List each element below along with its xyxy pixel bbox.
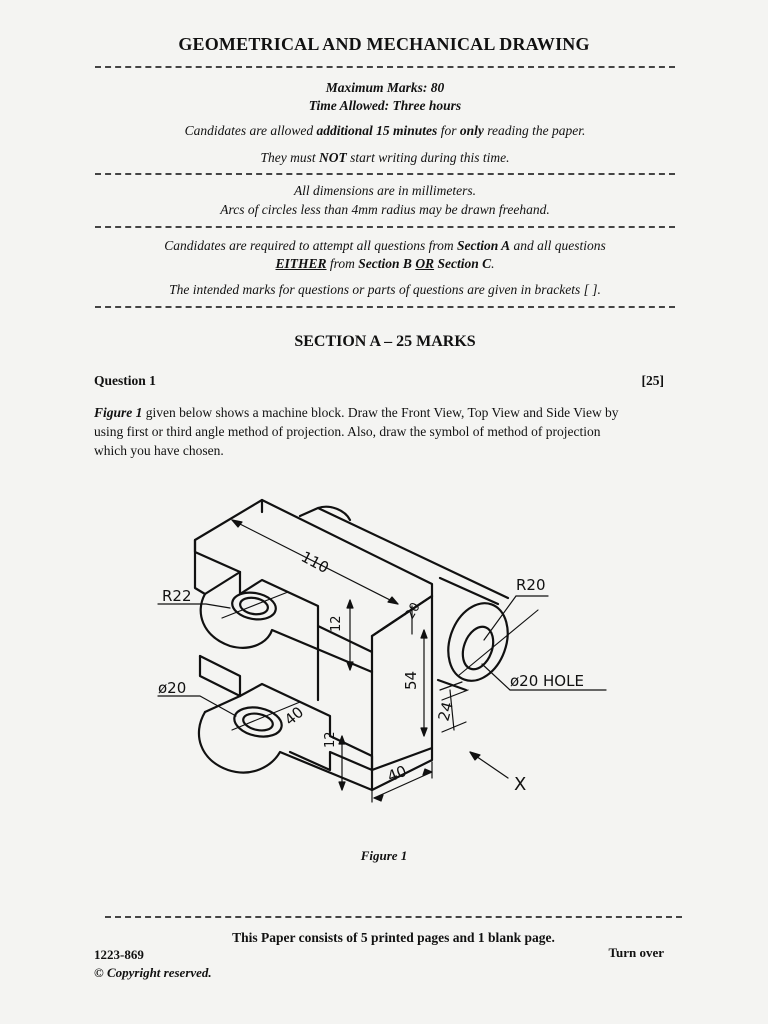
max-marks: Maximum Marks: 80: [325, 80, 445, 95]
question-title: Question 1: [94, 373, 156, 388]
divider: [95, 173, 675, 175]
label-r20: R20: [516, 576, 546, 594]
label-r22: R22: [162, 587, 192, 605]
attempt-text: Candidates are required to attempt all questions from: [164, 238, 457, 253]
paper-code: 1223-869: [94, 947, 144, 962]
attempt-emph: EITHER: [275, 256, 327, 271]
paper-title: GEOMETRICAL AND MECHANICAL DRAWING: [178, 34, 590, 54]
copyright: © Copyright reserved.: [94, 965, 212, 980]
dim-40-hole: 40: [281, 703, 308, 730]
writing-emph: NOT: [318, 150, 347, 165]
label-phi20-hole: ø20 HOLE: [510, 672, 584, 690]
divider: [95, 66, 675, 68]
label-phi20: ø20: [158, 679, 187, 697]
reading-emph: additional 15 minutes: [316, 123, 438, 138]
reading-text: reading the paper.: [483, 123, 586, 138]
view-direction-x: X: [514, 774, 527, 795]
attempt-text: and all questions: [510, 238, 606, 253]
attempt-note-line1: [95, 238, 675, 254]
attempt-emph: OR: [415, 256, 435, 271]
question-body: given below shows a machine block. Draw the Front View, Top View and Side View by using first or third angle method of projection. Also, draw the symbol of method of projection which you have chosen.: [94, 405, 619, 458]
top-lug-hole-inner: [239, 596, 269, 617]
question-text: [94, 403, 634, 460]
dim-12-top: 12: [329, 615, 344, 632]
attempt-emph: Section C: [437, 256, 492, 271]
reading-text: Candidates are allowed: [184, 123, 317, 138]
attempt-text: .: [491, 256, 495, 271]
reading-text: for: [437, 123, 460, 138]
dimension-lines: [158, 520, 606, 802]
top-lug: [201, 594, 372, 672]
dim-40-base: 40: [384, 761, 410, 786]
top-plate: [195, 500, 432, 652]
figure-reference: Figure 1: [94, 405, 143, 420]
question-marks: [25]: [641, 373, 664, 388]
pages-note: This Paper consists of 5 printed pages and 1 blank page.: [232, 930, 555, 945]
divider: [95, 306, 675, 308]
bottom-lug-top: [205, 696, 240, 712]
footer-divider: [105, 916, 682, 918]
writing-note: [95, 150, 675, 166]
reading-time-note: [95, 123, 675, 139]
dimensions-note: All dimensions are in millimeters.: [293, 183, 477, 198]
dim-20: 20: [402, 600, 424, 622]
section-title: SECTION A – 25 MARKS: [294, 333, 476, 350]
dim-110: 110: [298, 547, 332, 577]
dim-54: 54: [402, 670, 420, 690]
reading-emph: only: [459, 123, 484, 138]
bottom-lug: [199, 712, 372, 790]
attempt-emph: Section A: [456, 238, 511, 253]
attempt-text: from: [326, 256, 359, 271]
brackets-note: The intended marks for questions or parts of questions are given in brackets [ ].: [169, 282, 601, 297]
turn-over: Turn over: [608, 945, 664, 960]
arcs-note: Arcs of circles less than 4mm radius may be drawn freehand.: [220, 202, 550, 217]
machine-block-figure: [150, 490, 620, 830]
divider: [95, 226, 675, 228]
top-lug-hole: [230, 589, 278, 622]
writing-text: They must: [260, 150, 319, 165]
time-allowed: Time Allowed: Three hours: [308, 98, 462, 113]
bottom-lug-hole: [232, 703, 285, 740]
bottom-plate-left: [200, 656, 240, 696]
dim-24: 24: [434, 699, 457, 724]
back-boss: [300, 507, 508, 604]
centre-lines: [222, 592, 538, 730]
attempt-emph: Section B: [358, 256, 412, 271]
attempt-note-line2: [95, 256, 675, 272]
writing-text: start writing during this time.: [346, 150, 510, 165]
figure-caption: Figure 1: [360, 848, 408, 863]
dim-12-bottom: 12: [323, 731, 338, 748]
